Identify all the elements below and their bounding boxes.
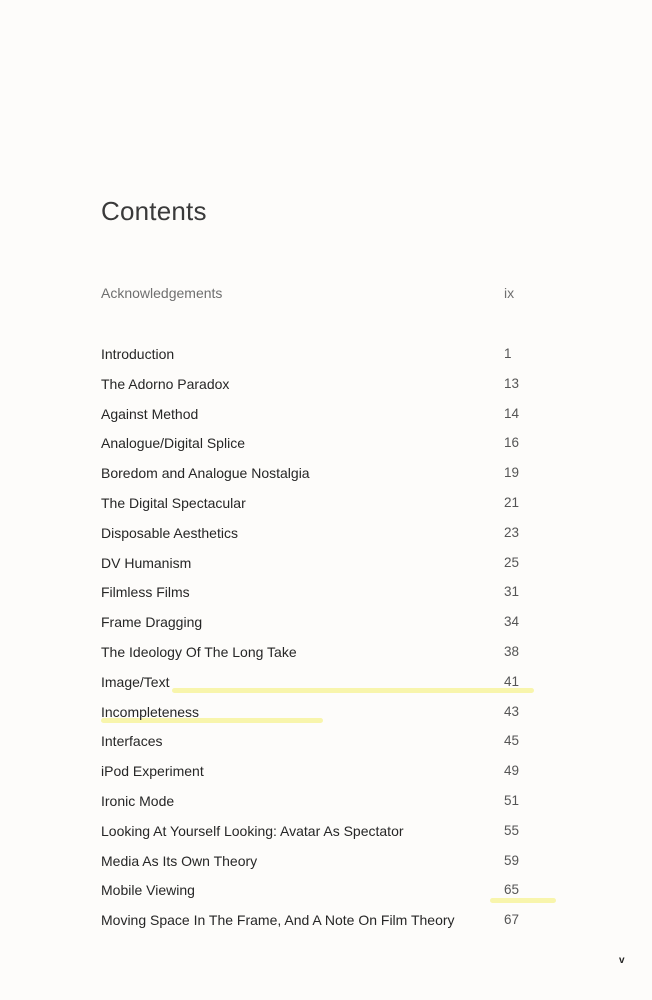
- toc-entry-label: Mobile Viewing: [101, 882, 195, 899]
- toc-entry: [101, 404, 531, 434]
- toc-entry-page: 45: [504, 733, 520, 749]
- toc-entry: [101, 642, 531, 672]
- toc-entry-page: 59: [504, 852, 520, 868]
- toc-entry-page: 38: [504, 643, 520, 659]
- toc-entry: [101, 851, 531, 881]
- toc-entry: [101, 493, 531, 523]
- toc-entry-label: Looking At Yourself Looking: Avatar As Spectator: [101, 822, 404, 839]
- toc-entry-page: 25: [504, 554, 520, 570]
- toc-entry-label: Interfaces: [101, 733, 163, 750]
- toc-entry-label: DV Humanism: [101, 554, 192, 571]
- toc-entry-label: iPod Experiment: [101, 763, 204, 780]
- toc-entry-page: 65: [504, 882, 520, 898]
- toc-entry-acknowledgements: [101, 285, 521, 301]
- toc-entry-page: 19: [504, 465, 520, 481]
- toc-entry-page: 13: [504, 375, 520, 391]
- toc-entry-page: 51: [504, 792, 520, 808]
- toc-entry-page: 23: [504, 524, 520, 540]
- toc-entry: [101, 880, 531, 910]
- toc-entry-page: 43: [504, 703, 520, 719]
- toc-entry: [101, 672, 531, 702]
- toc-list: [101, 344, 531, 940]
- toc-entry: [101, 433, 531, 463]
- toc-entry: [101, 344, 531, 374]
- toc-entry-page: 34: [504, 614, 520, 630]
- toc-entry-label: Analogue/Digital Splice: [101, 435, 245, 452]
- toc-entry: [101, 582, 531, 612]
- toc-entry-page: 55: [504, 822, 520, 838]
- toc-entry-label: The Digital Spectacular: [101, 494, 246, 511]
- toc-entry-label: Media As Its Own Theory: [101, 852, 258, 869]
- toc-entry-label: The Ideology Of The Long Take: [101, 643, 297, 660]
- toc-entry: [101, 910, 531, 940]
- toc-entry: [101, 553, 531, 583]
- toc-entry: [101, 761, 531, 791]
- toc-entry-label: Boredom and Analogue Nostalgia: [101, 465, 310, 482]
- toc-entry-page: 21: [504, 494, 520, 510]
- toc-entry-label: The Adorno Paradox: [101, 375, 230, 392]
- toc-entry-page: 67: [504, 912, 520, 928]
- toc-entry: [101, 374, 531, 404]
- toc-entry-page: 14: [504, 405, 520, 421]
- toc-entry-page: 31: [504, 584, 520, 600]
- toc-entry: [101, 463, 531, 493]
- toc-entry-label: Image/Text: [101, 673, 170, 690]
- toc-entry-page: ix: [504, 285, 515, 301]
- toc-entry-label: Against Method: [101, 405, 199, 422]
- toc-entry-page: 49: [504, 763, 520, 779]
- page-number: v: [619, 955, 625, 966]
- toc-entry: [101, 523, 531, 553]
- toc-entry: [101, 791, 531, 821]
- toc-entry-label: Ironic Mode: [101, 792, 175, 809]
- page-title: Contents: [101, 196, 207, 226]
- toc-entry: [101, 731, 531, 761]
- toc-entry-label: Disposable Aesthetics: [101, 524, 238, 541]
- toc-entry-page: 16: [504, 435, 520, 451]
- toc-entry-label: Incompleteness: [101, 703, 200, 720]
- toc-entry-label: Moving Space In The Frame, And A Note On Film Theory: [101, 912, 455, 929]
- toc-entry-label: Introduction: [101, 346, 175, 362]
- toc-entry: [101, 612, 531, 642]
- toc-entry-label: Acknowledgements: [101, 285, 223, 301]
- toc-entry-label: Frame Dragging: [101, 614, 203, 631]
- toc-entry-page: 1: [504, 346, 512, 361]
- toc-entry: [101, 821, 531, 851]
- toc-entry-label: Filmless Films: [101, 584, 190, 601]
- toc-entry-page: 41: [504, 673, 520, 689]
- toc-entry: [101, 702, 531, 732]
